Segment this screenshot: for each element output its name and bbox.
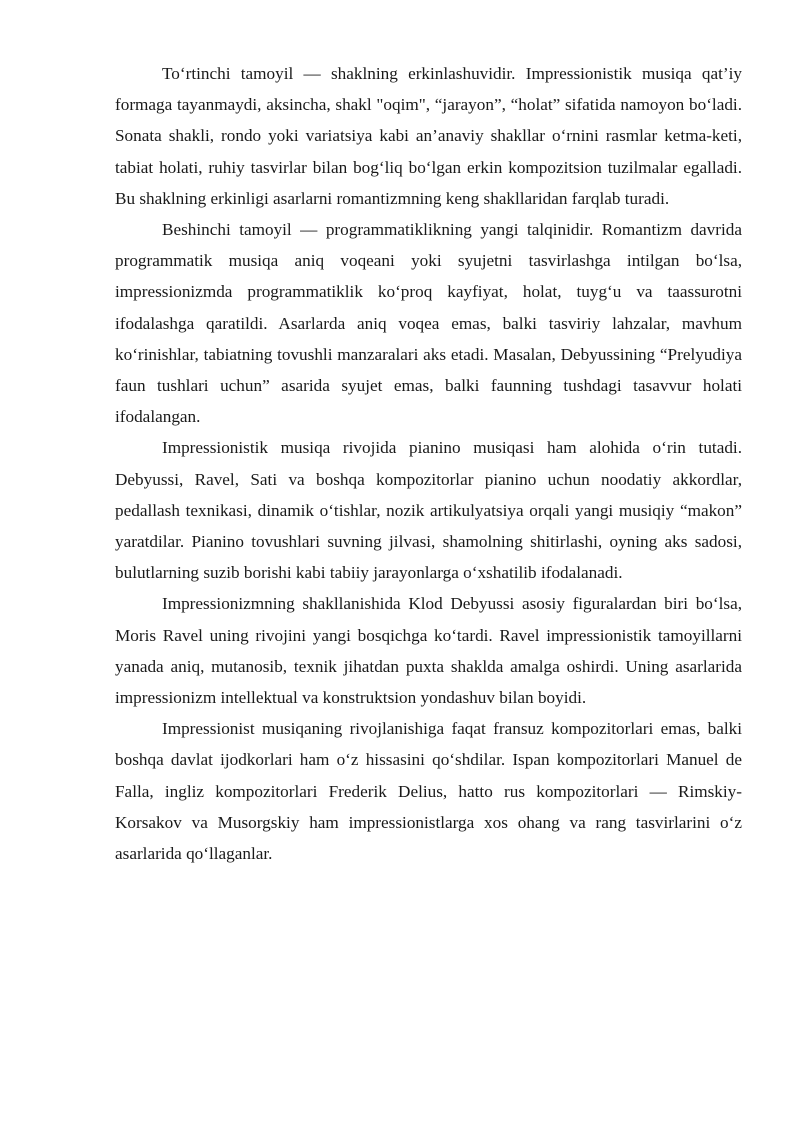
document-page [115, 58, 742, 869]
paragraph-debussy-ravel: Impressionizmning shakllanishida Klod Debyussi asosiy figuralardan biri bo‘lsa, Moris Ravel uning rivojini yangi bosqichga ko‘tardi. Ravel impressionistik tamoyillarni yanada aniq, mutanosib, texnik jihatdan puxta shaklda amalga oshirdi. Uning asarlarida impressionizm intellektual va konstruktsion yondashuv bilan boyidi. [115, 594, 742, 708]
paragraph-piano-music: Impressionistik musiqa rivojida pianino musiqasi ham alohida o‘rin tutadi. Debyussi, Ravel, Sati va boshqa kompozitorlar pianino uchun noodatiy akkordlar, pedallash texnikasi, dinamik o‘tishlar, nozik artikulyatsiya orqali yangi musiqiy “makon” yaratdilar. Pianino tovushlari suvning jilvasi, shamolning shitirlashi, oyning aks sadosi, bulutlarning suzib borishi kabi tabiiy jarayonlarga o‘xshatilib ifodalanadi. [115, 438, 742, 583]
paragraph-fourth-principle: To‘rtinchi tamoyil — shaklning erkinlashuvidir. Impressionistik musiqa qat’iy formaga tayanmaydi, aksincha, shakl "oqim", “jarayon”, “holat” sifatida namoyon bo‘ladi. Sonata shakli, rondo yoki variatsiya kabi an’anaviy shakllar o‘rnini rasmlar ketma-keti, tabiat holati, ruhiy tasvirlar bilan bog‘liq bo‘lgan erkin kompozitsion tuzilmalar egalladi. Bu shaklning erkinligi asarlarni romantizmning keng shakllaridan farqlab turadi. [115, 64, 742, 208]
paragraph-other-composers: Impressionist musiqaning rivojlanishiga faqat fransuz kompozitorlari emas, balki boshqa davlat ijodkorlari ham o‘z hissasini qo‘shdilar. Ispan kompozitorlari Manuel de Falla, ingliz kompozitorlari Frederik Delius, hatto rus kompozitorlari — Rimskiy-Korsakov va Musorgskiy ham impressionistlarga xos ohang va rang tasvirlarini o‘z asarlarida qo‘llaganlar. [115, 719, 742, 864]
paragraph-fifth-principle: Beshinchi tamoyil — programmatiklikning yangi talqinidir. Romantizm davrida programmatik musiqa aniq voqeani yoki syujetni tasvirlashga intilgan bo‘lsa, impressionizmda programmatiklik ko‘proq kayfiyat, holat, tuyg‘u va taassurotni ifodalashga qaratildi. Asarlarda aniq voqea emas, balki tasviriy lahzalar, mavhum ko‘rinishlar, tabiatning tovushli manzaralari aks etadi. Masalan, Debyussining “Prelyudiya faun tushlari uchun” asarida syujet emas, balki faunning tushdagi tasavvur holati ifodalangan. [115, 220, 742, 427]
